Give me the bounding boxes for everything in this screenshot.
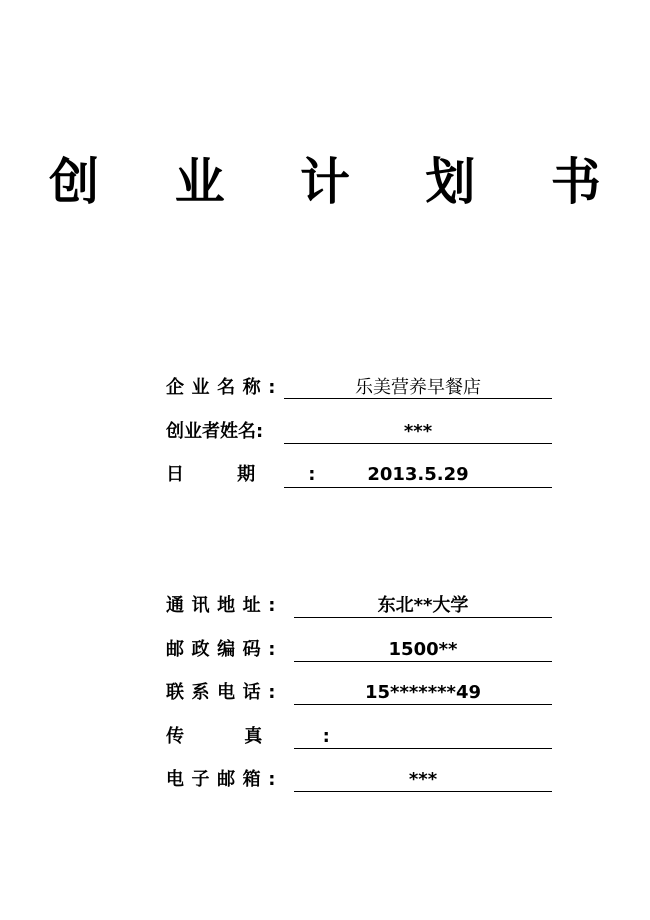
phone-value: 15*******49 [365,682,481,703]
date-label: 日期: [166,464,369,485]
company-name-value: 乐美营养早餐店 [355,377,481,398]
address-value: 东北**大学 [377,595,469,616]
phone-row [166,681,566,711]
company-name-row [166,376,566,406]
email-value: *** [408,769,438,790]
founder-name-value: *** [403,421,433,442]
address-underline [294,617,552,618]
address-row [166,594,566,624]
postcode-row [166,638,566,668]
fax-label: 传真: [166,726,391,747]
fax-value [294,725,552,749]
postcode-value: 1500** [388,639,458,660]
date-row [166,463,566,493]
date-underline [284,487,552,488]
date-value: 2013.5.29 [367,464,469,485]
address-label: 通讯地址: [166,595,283,616]
email-underline [294,791,552,792]
founder-name-label: 创业者姓名: [166,421,264,442]
postcode-label: 邮政编码: [166,639,283,660]
company-name-label: 企业名称: [166,377,283,398]
founder-name-row [166,420,566,450]
company-name-underline [284,398,552,399]
postcode-underline [294,661,552,662]
fax-row [166,725,566,755]
fax-underline [294,748,552,749]
founder-name-underline [284,443,552,444]
phone-underline [294,704,552,705]
email-row [166,768,566,798]
document-title: 创 业 计 划 书 [49,153,630,211]
phone-label: 联系电话: [166,682,283,703]
email-label: 电子邮箱: [166,769,283,790]
